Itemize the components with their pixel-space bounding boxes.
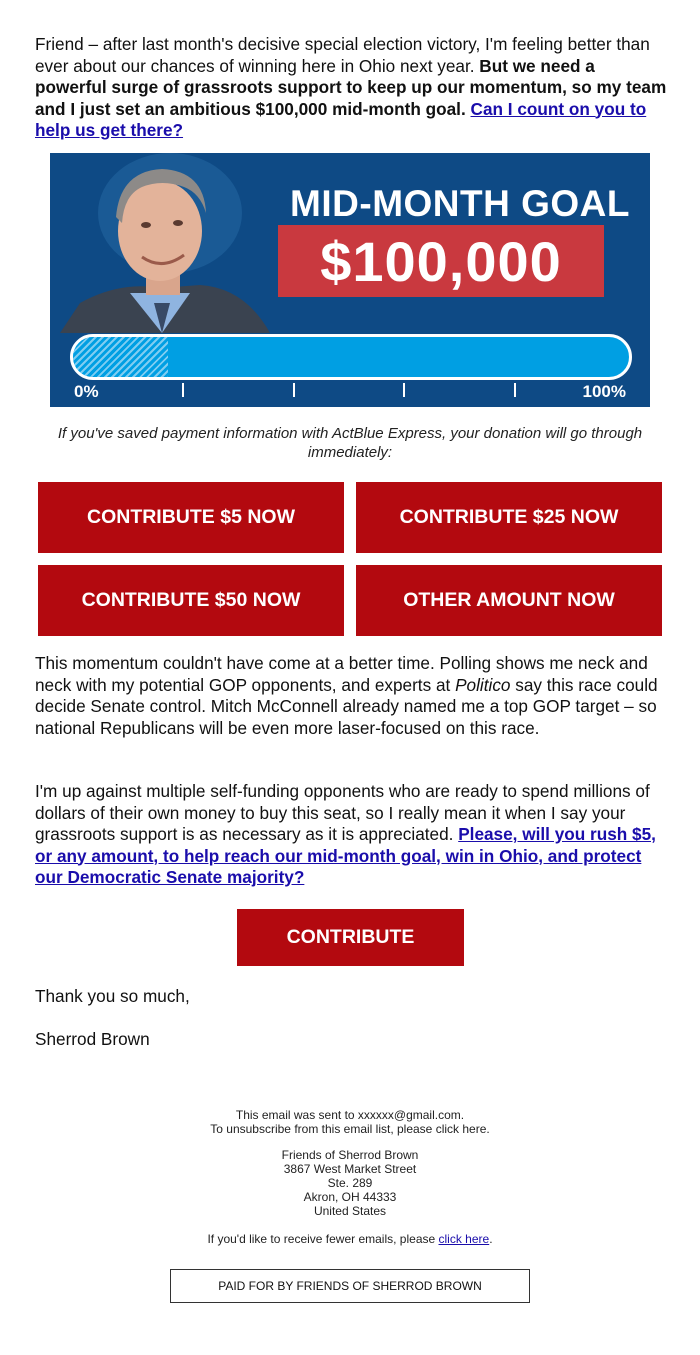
address-line: United States: [313, 1204, 387, 1218]
momentum-text-end: say this race could decide Senate control. Mitch McConnell already named me a top GOP target – so national Republicans will be even more laser-focused on this race.: [35, 674, 658, 738]
support-donate-link[interactable]: Please, will you rush $5, or any amount, to help reach our mid-month goal, win in Ohio, and protect our Democratic Senate majority?: [35, 824, 656, 887]
progress-tick: [514, 383, 516, 397]
support-paragraph: [35, 781, 667, 889]
intro-donate-link[interactable]: Can I count on you to help us get there?: [35, 98, 647, 140]
intro-paragraph: [35, 34, 667, 142]
contribute-5-button[interactable]: CONTRIBUTE $5 NOW: [38, 482, 344, 553]
fewer-emails-line: [0, 1232, 700, 1246]
footer-address: [0, 1148, 700, 1218]
footer-sent-info: [0, 1108, 700, 1136]
progress-tick: [403, 383, 405, 397]
progress-scale-end: 100%: [582, 382, 626, 401]
intro-bold-text: But we need a powerful surge of grassroots support to keep up our momentum, so my team and I just set an ambitious $100,000 mid-month goal.: [35, 55, 667, 119]
sent-to-suffix: .: [460, 1108, 465, 1122]
express-note: If you've saved payment information with ActBlue Express, your donation will go through immediately:: [57, 425, 643, 461]
other-amount-button[interactable]: OTHER AMOUNT NOW: [356, 565, 662, 636]
address-line: Friends of Sherrod Brown: [281, 1148, 419, 1162]
contribute-50-button[interactable]: CONTRIBUTE $50 NOW: [38, 565, 344, 636]
intro-text: Friend – after last month's decisive special election victory, I'm feeling better than ever about our chances of winning here in Ohio next year.: [35, 34, 650, 76]
paid-for-disclaimer: PAID FOR BY FRIENDS OF SHERROD BROWN: [170, 1269, 530, 1303]
candidate-photo: [50, 153, 280, 333]
momentum-paragraph: [35, 653, 667, 739]
address-line: Ste. 289: [327, 1176, 373, 1190]
fewer-emails-suffix: .: [489, 1232, 493, 1246]
recipient-email: xxxxxx@gmail.com: [357, 1108, 461, 1122]
sent-to-line: [0, 1108, 700, 1122]
goal-banner[interactable]: [50, 153, 650, 407]
contribute-button[interactable]: CONTRIBUTE: [237, 909, 464, 966]
progress-tick: [293, 383, 295, 397]
banner-amount-box: [278, 225, 604, 297]
signature: Sherrod Brown: [35, 1029, 150, 1049]
support-text: I'm up against multiple self-funding opponents who are ready to spend millions of dollars of their own money to buy this seat, so I really mean it when I say your grassroots support is as necessary as it is appreciated.: [35, 781, 650, 844]
banner-goal-amount: $100,000: [320, 229, 562, 293]
progress-tick: [182, 383, 184, 397]
address-line: Akron, OH 44333: [303, 1190, 397, 1204]
banner-headline: MID-MONTH GOAL: [290, 183, 630, 224]
politico-text: Politico: [455, 674, 511, 695]
closing-text: Thank you so much,: [35, 986, 190, 1006]
contribute-25-button[interactable]: CONTRIBUTE $25 NOW: [356, 482, 662, 553]
fewer-emails-text: If you'd like to receive fewer emails, please: [207, 1232, 439, 1246]
address-line: 3867 West Market Street: [283, 1162, 417, 1176]
goal-progress-bar: [70, 334, 632, 380]
progress-scale-start: 0%: [74, 382, 99, 401]
fewer-emails-link[interactable]: click here: [438, 1232, 490, 1246]
sent-to-prefix: This email was sent to: [235, 1108, 358, 1122]
momentum-text-start: This momentum couldn't have come at a better time. Polling shows me neck and neck with my potential GOP opponents, and experts at: [35, 653, 648, 695]
goal-progress-fill: [73, 337, 168, 377]
unsubscribe-line[interactable]: To unsubscribe from this email list, please click here.: [210, 1122, 490, 1136]
